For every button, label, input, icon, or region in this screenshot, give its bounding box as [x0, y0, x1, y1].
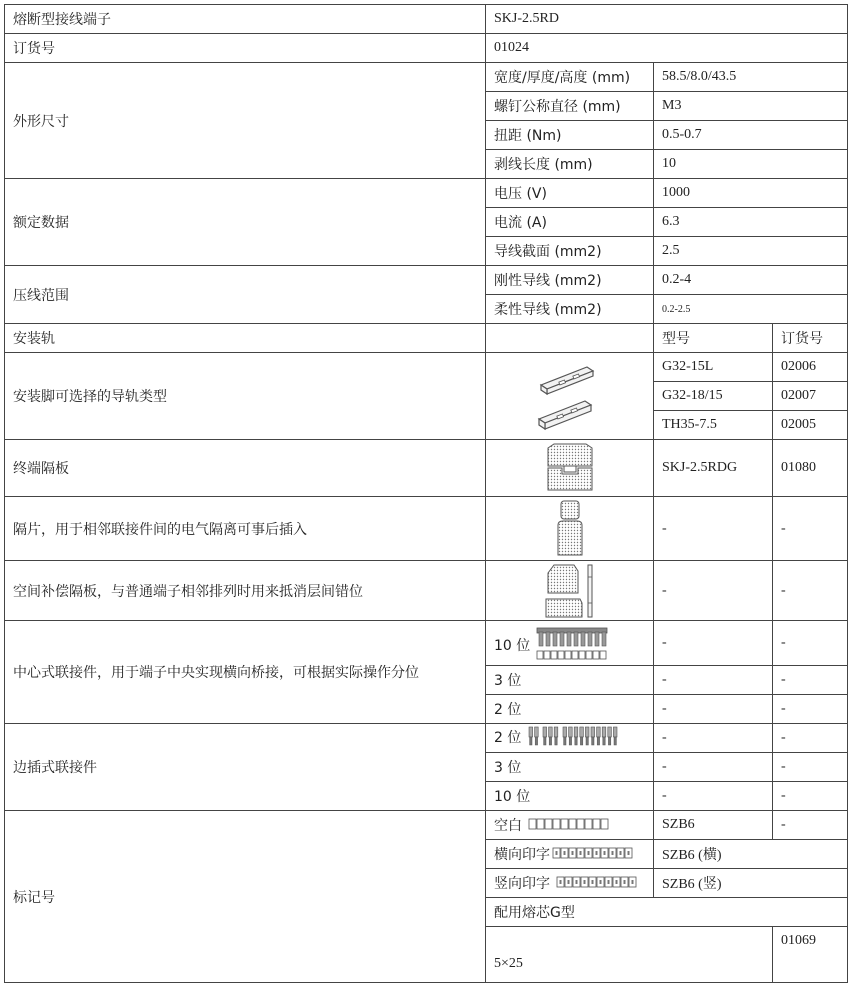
rated-voltage-label: 电压 (V) — [486, 179, 654, 208]
side-bridge-model: - — [654, 753, 773, 782]
dim-screw-label: 螺钉公称直径 (mm) — [486, 92, 654, 121]
marker-strip-printed-icon — [552, 846, 634, 864]
crimp-flex-label: 柔性导线 (mm2) — [486, 295, 654, 324]
marker-blank-order: - — [773, 811, 848, 840]
row-side-bridge — [5, 724, 848, 753]
row-crimp — [5, 266, 848, 295]
rail-model: G32-18/15 — [654, 382, 773, 411]
din-rail-icon — [535, 359, 605, 433]
dim-torque-value: 0.5-0.7 — [654, 121, 848, 150]
side-bridge-order: - — [773, 753, 848, 782]
marker-horizontal-model: SZB6 (横) — [654, 840, 848, 869]
marker-blank-label: 空白 — [494, 818, 522, 834]
center-bridge-pos: 3 位 — [486, 666, 654, 695]
marker-strip-icon — [528, 817, 610, 835]
row-rated — [5, 179, 848, 208]
rail-drawing-cell — [486, 353, 654, 440]
dim-strip-value: 10 — [654, 150, 848, 179]
separator-drawing-cell — [486, 497, 654, 561]
marker-strip-printed-icon — [556, 875, 638, 893]
side-bridge-label: 边插式联接件 — [5, 724, 486, 811]
side-bridge-order: - — [773, 724, 848, 753]
rated-current-label: 电流 (A) — [486, 208, 654, 237]
dim-strip-label: 剥线长度 (mm) — [486, 150, 654, 179]
rail-order: 02007 — [773, 382, 848, 411]
rail-model: G32-15L — [654, 353, 773, 382]
row-product — [5, 5, 848, 34]
product-value: SKJ-2.5RD — [486, 5, 848, 34]
marker-label: 标记号 — [5, 811, 486, 983]
rail-order: 02005 — [773, 411, 848, 440]
dim-torque-label: 扭距 (Nm) — [486, 121, 654, 150]
rail-model: TH35-7.5 — [654, 411, 773, 440]
side-bridge-model: - — [654, 782, 773, 811]
rails-label: 安装脚可选择的导轨类型 — [5, 353, 486, 440]
marker-blank-cell — [486, 811, 654, 840]
spacer-drawing-cell — [486, 561, 654, 621]
separator-order: - — [773, 497, 848, 561]
row-spacer — [5, 561, 848, 621]
marker-vertical-label: 竖向印字 — [494, 876, 550, 892]
center-bridge-10-cell — [486, 621, 654, 666]
side-bridge-model: - — [654, 724, 773, 753]
spacer-order: - — [773, 561, 848, 621]
marker-vertical-cell — [486, 869, 654, 898]
crimp-flex-value: 0.2-2.5 — [654, 295, 848, 324]
fuse-label: 配用熔芯G型 — [486, 898, 848, 927]
end-plate-model: SKJ-2.5RDG — [654, 440, 773, 497]
spacer-model: - — [654, 561, 773, 621]
end-plate-order: 01080 — [773, 440, 848, 497]
side-bridge-icon — [527, 725, 619, 751]
center-bridge-order: - — [773, 695, 848, 724]
center-bridge-model: - — [654, 666, 773, 695]
dim-screw-value: M3 — [654, 92, 848, 121]
row-rails — [5, 353, 848, 382]
end-plate-icon — [544, 442, 596, 494]
row-end-plate — [5, 440, 848, 497]
center-bridge-order: - — [773, 621, 848, 666]
row-separator — [5, 497, 848, 561]
side-bridge-pos: 3 位 — [486, 753, 654, 782]
row-order-no — [5, 34, 848, 63]
center-bridge-order: - — [773, 666, 848, 695]
marker-blank-model: SZB6 — [654, 811, 773, 840]
row-mounting — [5, 324, 848, 353]
center-bridge-pos: 2 位 — [486, 695, 654, 724]
row-dimensions — [5, 63, 848, 92]
center-bridge-label: 中心式联接件，用于端子中央实现横向桥接，可根据实际操作分位 — [5, 621, 486, 724]
end-plate-drawing-cell — [486, 440, 654, 497]
side-bridge-2-cell — [486, 724, 654, 753]
row-center-bridge — [5, 621, 848, 666]
side-bridge-pos: 2 位 — [494, 730, 522, 746]
marker-horizontal-cell — [486, 840, 654, 869]
center-bridge-model: - — [654, 695, 773, 724]
center-bridge-icon — [536, 627, 608, 665]
separator-label: 隔片，用于相邻联接件间的电气隔离可事后插入 — [5, 497, 486, 561]
side-bridge-order: - — [773, 782, 848, 811]
dim-size-value: 58.5/8.0/43.5 — [654, 63, 848, 92]
rail-order: 02006 — [773, 353, 848, 382]
mounting-empty — [486, 324, 654, 353]
rated-voltage-value: 1000 — [654, 179, 848, 208]
fuse-size: 5×25 — [486, 927, 773, 983]
dim-size-label: 宽度/厚度/高度 (mm) — [486, 63, 654, 92]
row-marker — [5, 811, 848, 840]
spec-table-container — [4, 4, 847, 980]
crimp-label: 压线范围 — [5, 266, 486, 324]
rated-label: 额定数据 — [5, 179, 486, 266]
center-bridge-model: - — [654, 621, 773, 666]
rated-section-label: 导线截面 (mm2) — [486, 237, 654, 266]
rated-section-value: 2.5 — [654, 237, 848, 266]
crimp-rigid-value: 0.2-4 — [654, 266, 848, 295]
crimp-rigid-label: 刚性导线 (mm2) — [486, 266, 654, 295]
separator-model: - — [654, 497, 773, 561]
end-plate-label: 终端隔板 — [5, 440, 486, 497]
col-order-header: 订货号 — [773, 324, 848, 353]
marker-horizontal-label: 横向印字 — [494, 847, 550, 863]
marker-vertical-model: SZB6 (竖) — [654, 869, 848, 898]
rated-current-value: 6.3 — [654, 208, 848, 237]
separator-plate-icon — [555, 499, 585, 559]
col-model-header: 型号 — [654, 324, 773, 353]
order-no-value: 01024 — [486, 34, 848, 63]
side-bridge-pos: 10 位 — [486, 782, 654, 811]
order-no-label: 订货号 — [5, 34, 486, 63]
spacer-plate-icon — [544, 563, 596, 619]
center-bridge-pos: 10 位 — [494, 638, 531, 654]
spacer-label: 空间补偿隔板，与普通端子相邻排列时用来抵消层间错位 — [5, 561, 486, 621]
mounting-label: 安装轨 — [5, 324, 486, 353]
dimensions-label: 外形尺寸 — [5, 63, 486, 179]
fuse-order: 01069 — [773, 927, 848, 983]
product-label: 熔断型接线端子 — [5, 5, 486, 34]
spec-table — [4, 4, 848, 983]
